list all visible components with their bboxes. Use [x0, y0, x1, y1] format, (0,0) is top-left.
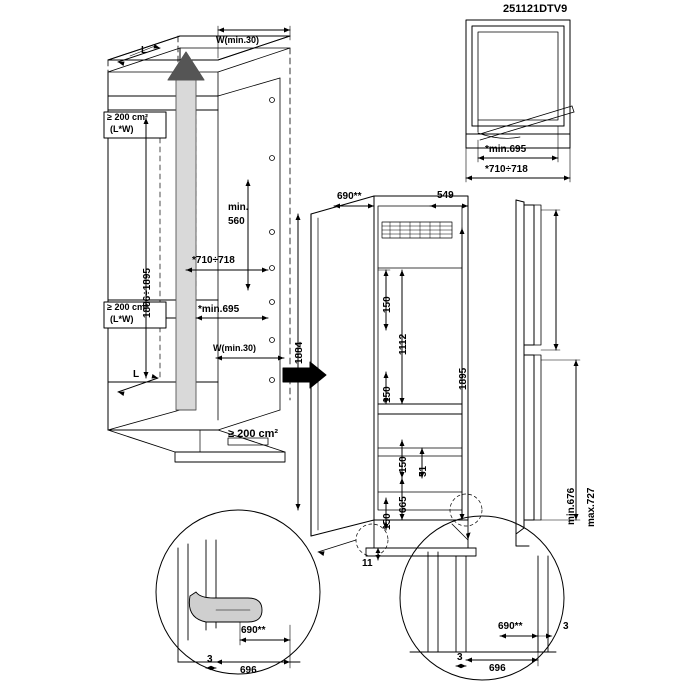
dim-549: [430, 204, 468, 209]
label-vent-mid: ≥ 200 cm²: [107, 302, 148, 312]
label-665: 665: [398, 496, 409, 513]
label-150-b: 150: [382, 386, 393, 403]
label-min: min.: [228, 202, 249, 213]
label-min-560: 560: [228, 216, 245, 227]
label-detail-left-690: 690**: [241, 625, 266, 636]
model-code: 251121DTV9: [503, 3, 568, 15]
label-51: 51: [418, 465, 429, 477]
label-width-690: 690**: [337, 191, 362, 202]
niche-perspective-left: [104, 36, 326, 462]
plan-view-top-right: [466, 20, 574, 182]
detail-left-circle: [156, 510, 356, 674]
label-detail-right-690: 690**: [498, 621, 523, 632]
label-1112: 1112: [398, 333, 409, 355]
label-detail-right-696: 696: [489, 663, 506, 674]
label-height-1884: 1884: [294, 341, 305, 364]
label-top-min-695: *min.695: [485, 144, 527, 155]
label-niche-height-range: 1886÷1895: [142, 268, 153, 318]
dim-11: [376, 548, 381, 560]
label-w-min30-bottom: W(min.30): [213, 343, 257, 353]
label-vent-bottom: ≥ 200 cm²: [228, 428, 279, 440]
appliance-elevation-center: [311, 196, 482, 556]
label-vent-top-2: (L*W): [110, 124, 134, 134]
label-width-710-718: *710÷718: [192, 255, 235, 266]
label-detail-right-3a: 3: [457, 652, 463, 663]
label-min-695: *min.695: [198, 304, 240, 315]
dim-w-min30-bottom: [216, 356, 284, 361]
label-depth-L-top: L: [141, 45, 148, 56]
label-max-727: max.727: [586, 487, 597, 527]
label-150-a: 150: [382, 296, 393, 313]
dim-min-695: [196, 316, 268, 321]
label-150-c: 150: [398, 456, 409, 473]
label-detail-left-696: 696: [240, 665, 257, 676]
label-min-676: min.676: [566, 487, 577, 525]
dim-690-top: [334, 204, 374, 209]
label-depth-L-bottom: L: [133, 369, 140, 380]
label-150-d: 150: [382, 513, 393, 530]
label-w-min30-top: W(min.30): [216, 35, 260, 45]
label-detail-left-3: 3: [207, 654, 213, 665]
label-top-710-718: *710÷718: [485, 164, 528, 175]
label-vent-mid-2: (L*W): [110, 314, 134, 324]
label-detail-right-3b: 3: [563, 621, 569, 632]
label-1895: 1895: [458, 367, 469, 390]
label-11: 11: [362, 558, 373, 569]
dim-710-718: [186, 268, 268, 273]
label-vent-top: ≥ 200 cm²: [107, 112, 148, 122]
dim-1886-1895: [144, 118, 149, 378]
dim-min-560: [246, 180, 251, 290]
label-depth-549: 549: [437, 190, 454, 201]
detail-right-circle: [400, 516, 564, 680]
